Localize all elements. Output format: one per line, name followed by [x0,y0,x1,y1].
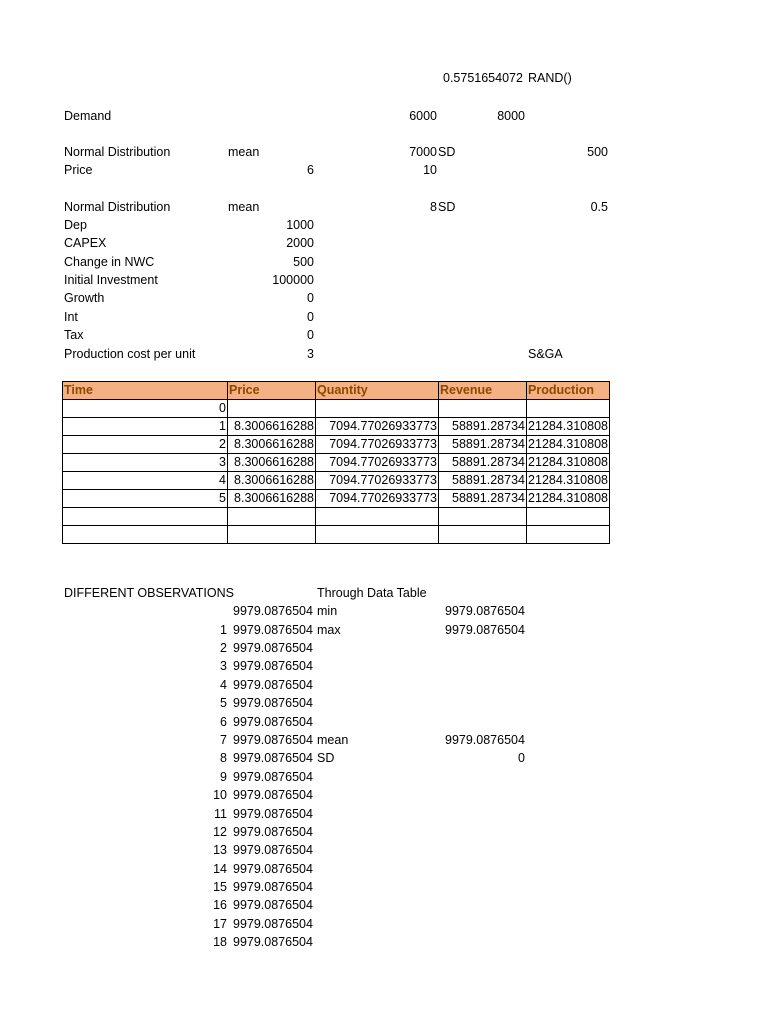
param-label: Tax [64,328,84,342]
stat-max-value: 9979.0876504 [445,623,525,637]
param-label: Dep [64,218,87,232]
cell-quantity: 7094.77026933773 [316,436,439,454]
observation-value: 9979.0876504 [233,715,313,729]
observation-value: 9979.0876504 [233,623,313,637]
stat-mean-value: 9979.0876504 [445,733,525,747]
demand-low: 6000 [409,109,437,123]
observation-value: 9979.0876504 [233,880,313,894]
cell-quantity [316,400,439,418]
param-value: 1000 [286,218,314,232]
observation-value: 9979.0876504 [233,862,313,876]
table-row [63,490,610,508]
stat-mean-label: mean [317,733,349,747]
cell-revenue [439,526,527,544]
cell-revenue: 58891.28734 [439,472,527,490]
cell-production: 21284.310808 [527,490,610,508]
param-value: 0 [307,310,314,324]
cell-time: 1 [63,418,228,436]
table-header-row [63,382,610,400]
price-high: 10 [423,163,437,177]
observation-value: 9979.0876504 [233,843,313,857]
observation-value: 9979.0876504 [233,825,313,839]
observation-index: 4 [220,678,227,692]
cell-quantity: 7094.77026933773 [316,418,439,436]
param-label: Int [64,310,78,324]
simulation-table [62,381,610,544]
price-dist-label: Normal Distribution [64,200,171,214]
observation-index: 15 [213,880,227,894]
rand-label: RAND() [528,71,572,85]
table-row [63,526,610,544]
table-row [63,454,610,472]
price-mean-label: mean [228,200,260,214]
table-row [63,418,610,436]
cell-price [228,400,316,418]
param-value: 100000 [272,273,314,287]
observation-value: 9979.0876504 [233,770,313,784]
column-header-production: Production [527,382,610,400]
column-header-quantity: Quantity [316,382,439,400]
observation-value: 9979.0876504 [233,733,313,747]
cell-price [228,526,316,544]
observation-index: 13 [213,843,227,857]
observations-title: DIFFERENT OBSERVATIONS [64,586,234,600]
column-header-price: Price [228,382,316,400]
cell-revenue: 58891.28734 [439,490,527,508]
cell-quantity [316,526,439,544]
cell-quantity: 7094.77026933773 [316,472,439,490]
cell-price: 8.3006616288 [228,490,316,508]
rand-value: 0.5751654072 [443,71,523,85]
stat-sd-label: SD [317,751,335,765]
observation-index: 8 [220,751,227,765]
table-row [63,400,610,418]
demand-label: Demand [64,109,112,123]
observation-index: 12 [213,825,227,839]
param-value: 2000 [286,236,314,250]
observation-index: 17 [213,917,227,931]
cell-quantity: 7094.77026933773 [316,490,439,508]
param-label: Production cost per unit [64,347,196,361]
param-value: 0 [307,291,314,305]
param-label: Growth [64,291,105,305]
cell-revenue [439,508,527,526]
observation-value: 9979.0876504 [233,659,313,673]
observation-index: 5 [220,696,227,710]
cell-time [63,508,228,526]
cell-production: 21284.310808 [527,418,610,436]
stat-max-label: max [317,623,341,637]
cell-time [63,526,228,544]
cell-production [527,526,610,544]
cell-price: 8.3006616288 [228,418,316,436]
observation-index: 18 [213,935,227,949]
demand-mean: 7000 [409,145,437,159]
stat-sd-value: 0 [518,751,525,765]
cell-production [527,400,610,418]
observation-index: 9 [220,770,227,784]
cell-time: 4 [63,472,228,490]
observation-index: 6 [220,715,227,729]
cell-revenue: 58891.28734 [439,436,527,454]
observation-index: 3 [220,659,227,673]
cell-revenue: 58891.28734 [439,454,527,472]
demand-mean-label: mean [228,145,260,159]
cell-production: 21284.310808 [527,472,610,490]
cell-price: 8.3006616288 [228,454,316,472]
cell-production: 21284.310808 [527,454,610,472]
cell-time: 2 [63,436,228,454]
observation-value: 9979.0876504 [233,807,313,821]
cell-quantity: 7094.77026933773 [316,454,439,472]
param-label: CAPEX [64,236,107,250]
cell-quantity [316,508,439,526]
param-value: 0 [307,328,314,342]
param-value: 3 [307,347,314,361]
observation-header-value: 9979.0876504 [233,604,313,618]
cell-revenue: 58891.28734 [439,418,527,436]
cell-revenue [439,400,527,418]
sga-label: S&GA [528,347,563,361]
observation-value: 9979.0876504 [233,898,313,912]
cell-time: 5 [63,490,228,508]
price-label: Price [64,163,93,177]
observation-index: 11 [214,807,227,821]
param-label: Change in NWC [64,255,155,269]
observation-index: 7 [220,733,227,747]
column-header-revenue: Revenue [439,382,527,400]
cell-time: 3 [63,454,228,472]
observation-value: 9979.0876504 [233,641,313,655]
cell-price [228,508,316,526]
observations-subtitle: Through Data Table [317,586,427,600]
observation-value: 9979.0876504 [233,751,313,765]
observation-value: 9979.0876504 [233,696,313,710]
table-row [63,472,610,490]
observation-index: 10 [213,788,227,802]
cell-production: 21284.310808 [527,436,610,454]
price-mean: 8 [430,200,437,214]
observation-value: 9979.0876504 [233,678,313,692]
observation-index: 2 [220,641,227,655]
param-label: Initial Investment [64,273,158,287]
demand-dist-label: Normal Distribution [64,145,171,159]
demand-sd-label: SD [438,145,456,159]
price-value: 6 [307,163,314,177]
column-header-time: Time [63,382,228,400]
param-value: 500 [293,255,314,269]
observation-value: 9979.0876504 [233,917,313,931]
table-row [63,508,610,526]
price-sd-label: SD [438,200,456,214]
demand-high: 8000 [497,109,525,123]
observation-value: 9979.0876504 [233,935,313,949]
stat-min-value: 9979.0876504 [445,604,525,618]
table-row [63,436,610,454]
demand-sd: 500 [587,145,608,159]
stat-min-label: min [317,604,338,618]
cell-production [527,508,610,526]
price-sd: 0.5 [590,200,608,214]
cell-time: 0 [63,400,228,418]
observation-index: 14 [213,862,227,876]
observation-value: 9979.0876504 [233,788,313,802]
observation-index: 16 [213,898,227,912]
cell-price: 8.3006616288 [228,436,316,454]
cell-price: 8.3006616288 [228,472,316,490]
observation-index: 1 [220,623,227,637]
